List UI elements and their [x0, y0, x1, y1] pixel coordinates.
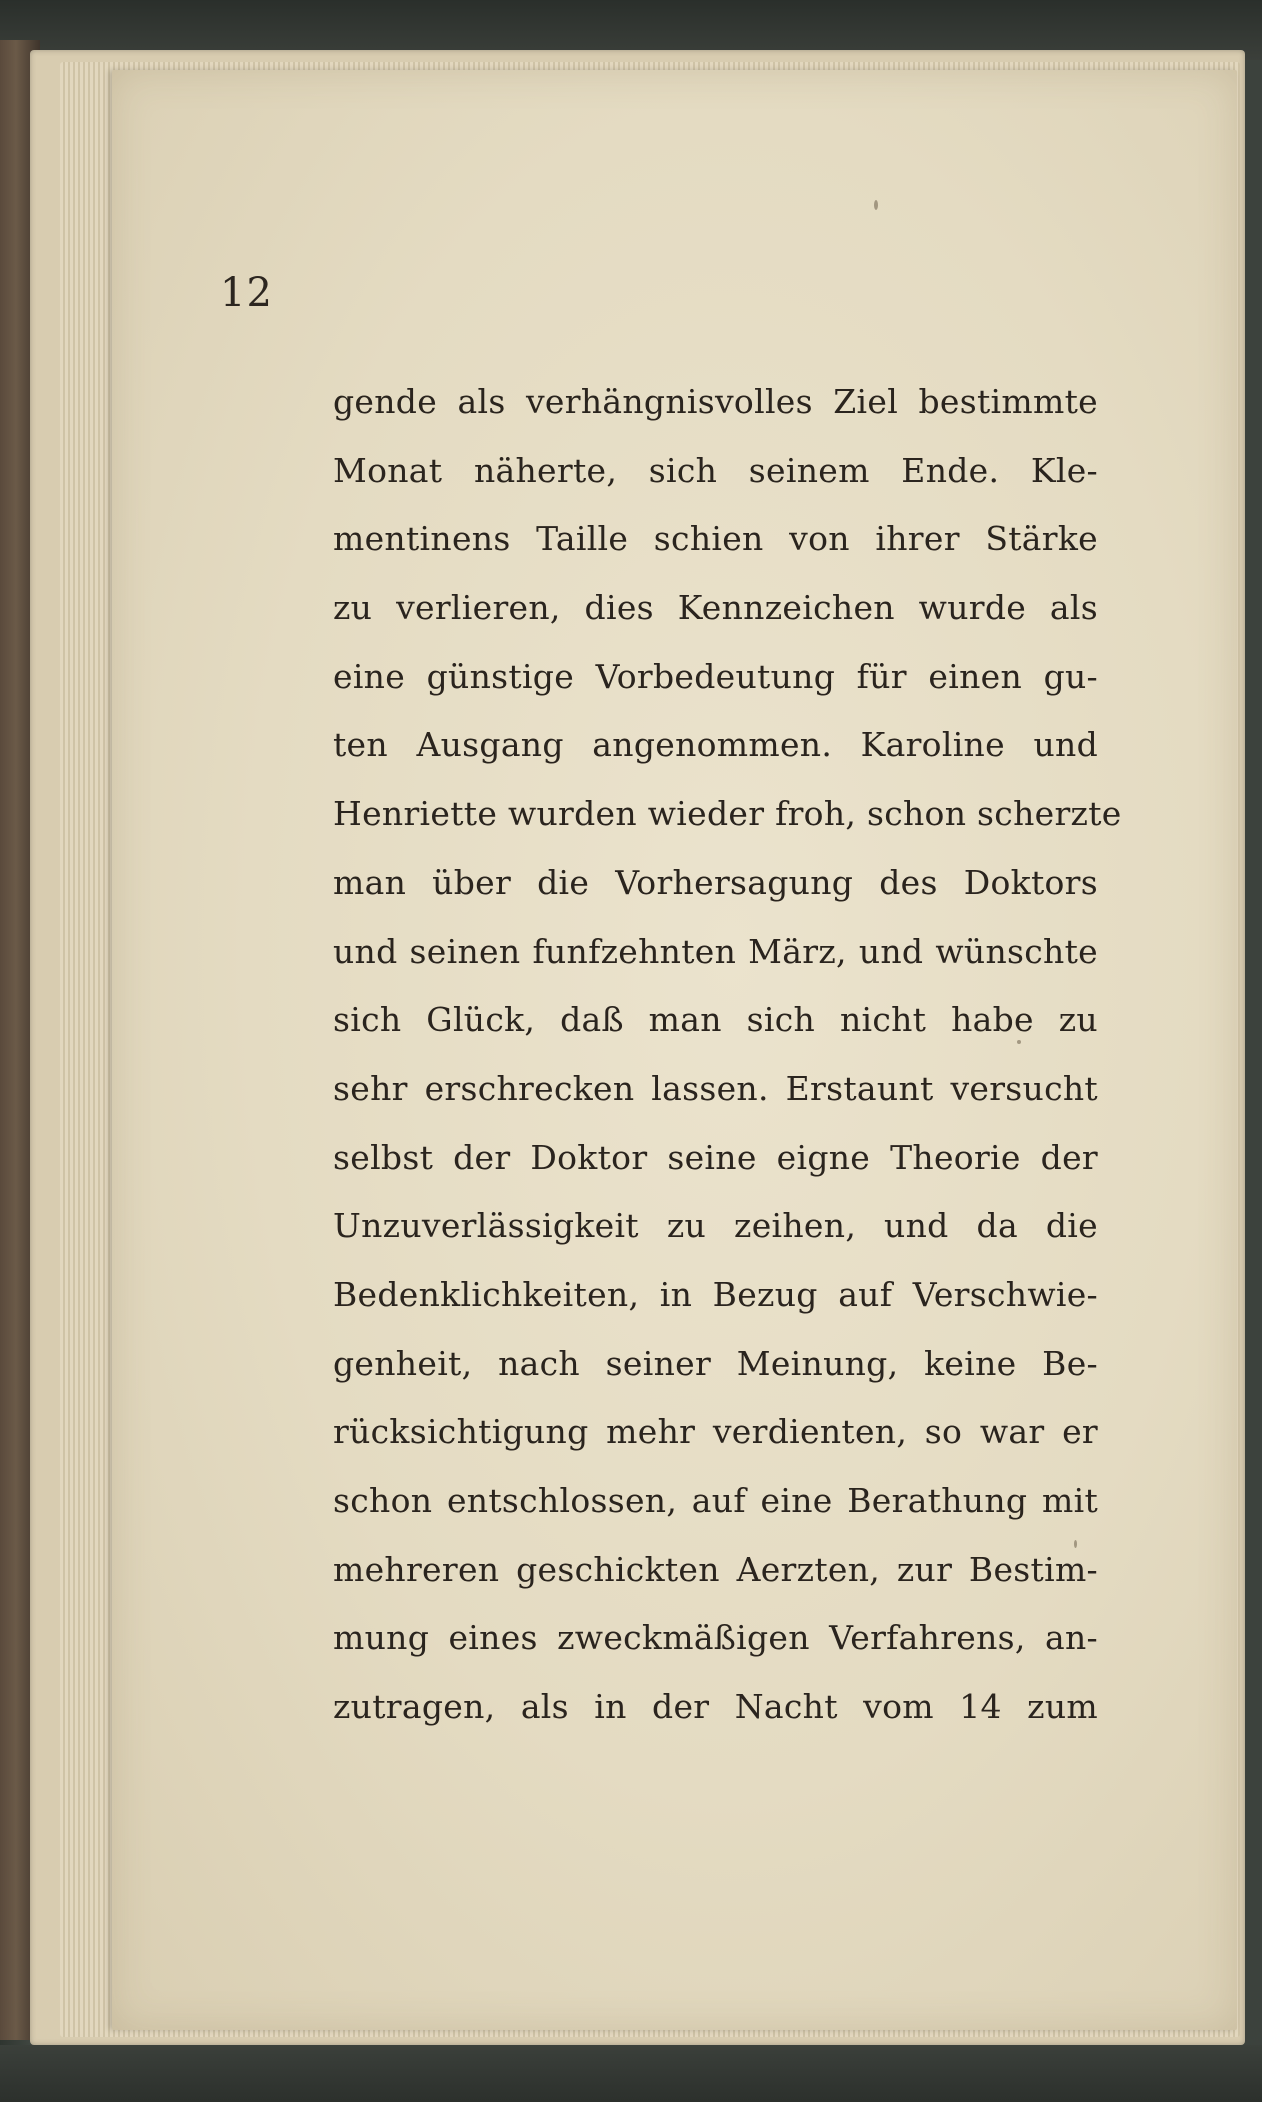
text-line: Monat näherte, sich seinem Ende. Kle-	[333, 450, 1098, 490]
text-line: Henriette wurden wieder froh, schon scherzte	[333, 794, 1122, 834]
text-line: selbst der Doktor seine eigne Theorie der	[333, 1137, 1098, 1177]
text-line: gende als verhängnisvolles Ziel bestimmte	[333, 382, 1098, 421]
text-line: eine günstige Vorbedeutung für einen gu-	[333, 656, 1098, 696]
page-number: 12	[220, 270, 273, 316]
text-line: sich Glück, daß man sich nicht habe zu	[333, 1000, 1098, 1040]
text-line: mehreren geschickten Aerzten, zur Bestim-	[333, 1549, 1098, 1589]
text-line: Unzuverlässigkeit zu zeihen, und da die	[333, 1206, 1098, 1246]
text-line: zu verlieren, dies Kennzeichen wurde als	[333, 588, 1098, 628]
text-line: schon entschlossen, auf eine Berathung mit	[333, 1481, 1098, 1520]
text-line: genheit, nach seiner Meinung, keine Be-	[333, 1343, 1098, 1383]
paper-speck	[874, 200, 878, 210]
text-line: mung eines zweckmäßigen Verfahrens, an-	[333, 1618, 1098, 1658]
text-line: und seinen funfzehnten März, und wünschte	[333, 931, 1098, 971]
cover-bottom-edge	[0, 2045, 1262, 2102]
text-line: sehr erschrecken lassen. Erstaunt versucht	[333, 1068, 1098, 1108]
text-line: ten Ausgang angenommen. Karoline und	[333, 725, 1098, 765]
text-line: man über die Vorhersagung des Doktors	[333, 862, 1098, 902]
text-line: Bedenklichkeiten, in Bezug auf Verschwie-	[333, 1274, 1098, 1314]
body-text	[333, 368, 1122, 1742]
text-line: mentinens Taille schien von ihrer Stärke	[333, 519, 1098, 559]
text-line: rücksichtigung mehr verdienten, so war er	[333, 1412, 1098, 1452]
text-line: zutragen, als in der Nacht vom 14 zum	[333, 1687, 1098, 1727]
